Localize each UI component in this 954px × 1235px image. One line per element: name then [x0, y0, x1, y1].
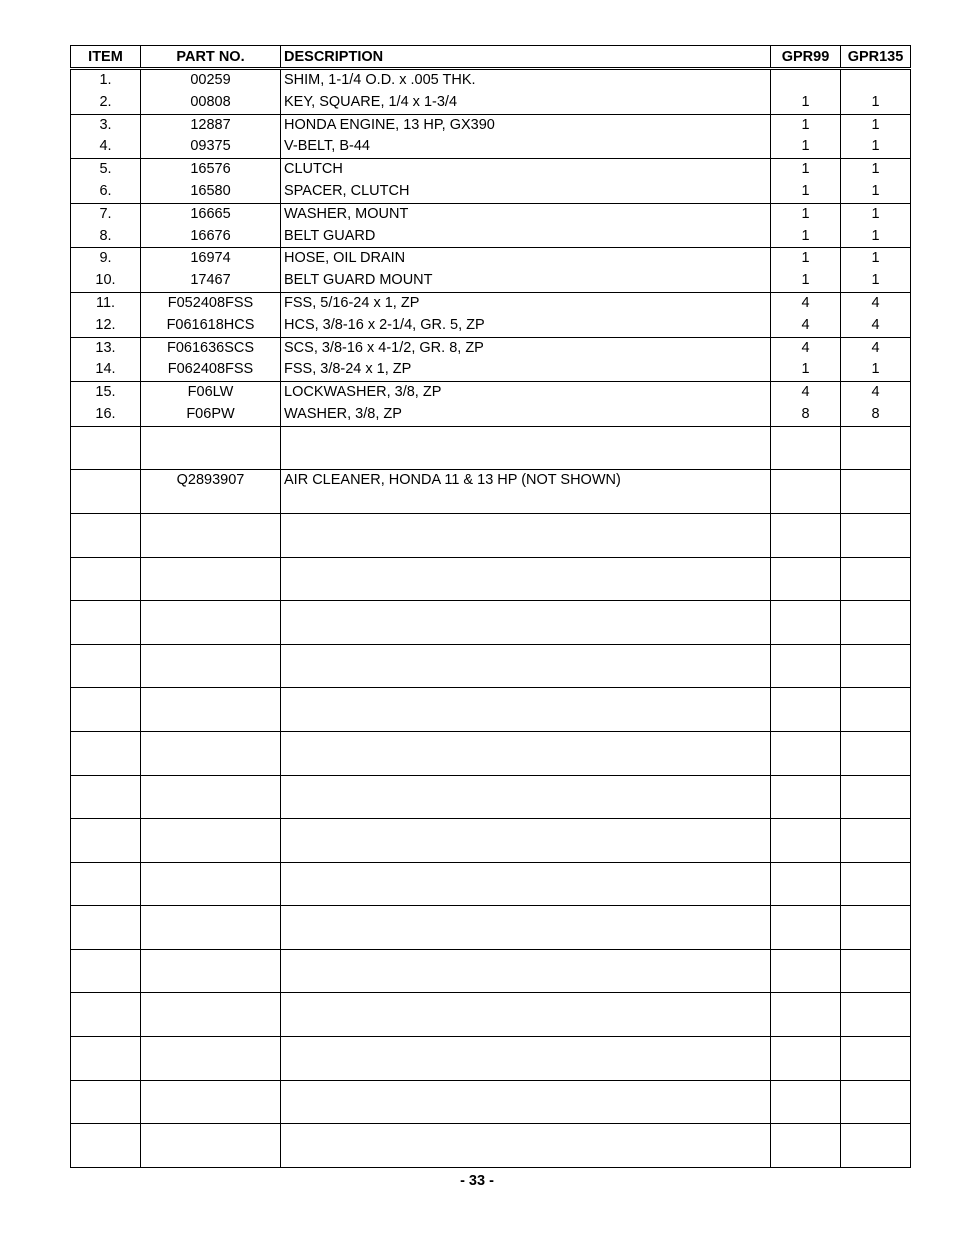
gpr99-qty-cell	[771, 513, 841, 557]
gpr135-qty-cell	[841, 1080, 911, 1124]
gpr135-qty-cell: 1	[841, 203, 911, 225]
gpr135-qty-cell	[841, 601, 911, 645]
item-cell	[71, 557, 141, 601]
table-row	[71, 862, 911, 906]
item-cell: 3.	[71, 114, 141, 136]
gpr99-qty-cell: 1	[771, 114, 841, 136]
table-row	[71, 1037, 911, 1081]
gpr135-qty-cell: 1	[841, 359, 911, 381]
gpr99-qty-cell: 4	[771, 382, 841, 404]
item-cell	[71, 731, 141, 775]
gpr99-qty-cell	[771, 731, 841, 775]
gpr135-qty-cell: 1	[841, 270, 911, 292]
item-cell: 13.	[71, 337, 141, 359]
gpr99-qty-cell: 1	[771, 92, 841, 114]
table-row	[71, 513, 911, 557]
gpr135-qty-cell: 4	[841, 292, 911, 314]
table-row	[71, 470, 911, 514]
part-no-cell	[141, 513, 281, 557]
gpr135-qty-cell: 1	[841, 226, 911, 248]
gpr135-qty-cell: 1	[841, 114, 911, 136]
part-no-cell: 00259	[141, 69, 281, 92]
item-cell	[71, 644, 141, 688]
part-no-cell: 16576	[141, 159, 281, 181]
gpr99-qty-cell: 1	[771, 359, 841, 381]
part-no-cell: 16974	[141, 248, 281, 270]
gpr99-qty-cell	[771, 862, 841, 906]
description-cell: V-BELT, B-44	[281, 136, 771, 158]
table-row	[71, 644, 911, 688]
description-cell	[281, 993, 771, 1037]
table-row	[71, 203, 911, 225]
gpr135-qty-cell	[841, 775, 911, 819]
description-cell	[281, 1124, 771, 1168]
table-row	[71, 404, 911, 426]
description-cell	[281, 1080, 771, 1124]
part-no-cell	[141, 906, 281, 950]
gpr99-qty-cell: 1	[771, 181, 841, 203]
item-cell	[71, 601, 141, 645]
gpr135-qty-cell: 4	[841, 382, 911, 404]
part-no-cell: 09375	[141, 136, 281, 158]
item-cell: 6.	[71, 181, 141, 203]
table-row	[71, 906, 911, 950]
header-gpr99: GPR99	[771, 46, 841, 69]
gpr135-qty-cell: 1	[841, 248, 911, 270]
gpr135-qty-cell	[841, 644, 911, 688]
item-cell: 4.	[71, 136, 141, 158]
description-cell	[281, 426, 771, 470]
part-no-cell: 16665	[141, 203, 281, 225]
item-cell: 12.	[71, 315, 141, 337]
description-cell	[281, 557, 771, 601]
gpr99-qty-cell: 4	[771, 315, 841, 337]
gpr99-qty-cell	[771, 426, 841, 470]
table-row	[71, 1080, 911, 1124]
description-cell	[281, 688, 771, 732]
part-no-cell: 17467	[141, 270, 281, 292]
part-no-cell	[141, 1037, 281, 1081]
description-cell	[281, 775, 771, 819]
part-no-cell	[141, 644, 281, 688]
gpr99-qty-cell: 1	[771, 226, 841, 248]
gpr135-qty-cell	[841, 731, 911, 775]
table-row	[71, 949, 911, 993]
item-cell: 7.	[71, 203, 141, 225]
item-cell	[71, 775, 141, 819]
gpr135-qty-cell	[841, 470, 911, 514]
part-no-cell: F06LW	[141, 382, 281, 404]
table-row	[71, 292, 911, 314]
part-no-cell: F061618HCS	[141, 315, 281, 337]
part-no-cell	[141, 688, 281, 732]
description-cell: BELT GUARD MOUNT	[281, 270, 771, 292]
gpr135-qty-cell	[841, 819, 911, 863]
gpr135-qty-cell	[841, 557, 911, 601]
part-no-cell	[141, 601, 281, 645]
part-no-cell	[141, 1124, 281, 1168]
part-no-cell	[141, 1080, 281, 1124]
table-row	[71, 731, 911, 775]
table-row	[71, 993, 911, 1037]
description-cell: CLUTCH	[281, 159, 771, 181]
table-row	[71, 248, 911, 270]
gpr135-qty-cell	[841, 993, 911, 1037]
item-cell	[71, 1037, 141, 1081]
description-cell: SCS, 3/8-16 x 4-1/2, GR. 8, ZP	[281, 337, 771, 359]
table-row	[71, 226, 911, 248]
item-cell	[71, 906, 141, 950]
table-row	[71, 181, 911, 203]
item-cell: 14.	[71, 359, 141, 381]
description-cell: SPACER, CLUTCH	[281, 181, 771, 203]
part-no-cell	[141, 862, 281, 906]
parts-list-table	[70, 45, 911, 1168]
description-cell	[281, 906, 771, 950]
description-cell	[281, 862, 771, 906]
table-row	[71, 69, 911, 92]
table-row	[71, 337, 911, 359]
part-no-cell	[141, 775, 281, 819]
table-row	[71, 270, 911, 292]
gpr135-qty-cell	[841, 426, 911, 470]
gpr99-qty-cell: 1	[771, 203, 841, 225]
description-cell: WASHER, 3/8, ZP	[281, 404, 771, 426]
item-cell	[71, 688, 141, 732]
gpr135-qty-cell: 8	[841, 404, 911, 426]
item-cell	[71, 819, 141, 863]
description-cell: SHIM, 1-1/4 O.D. x .005 THK.	[281, 69, 771, 92]
gpr135-qty-cell	[841, 69, 911, 92]
part-no-cell	[141, 819, 281, 863]
description-cell: FSS, 3/8-24 x 1, ZP	[281, 359, 771, 381]
table-row	[71, 775, 911, 819]
gpr99-qty-cell: 4	[771, 292, 841, 314]
part-no-cell	[141, 993, 281, 1037]
gpr135-qty-cell: 4	[841, 337, 911, 359]
table-row	[71, 688, 911, 732]
item-cell: 10.	[71, 270, 141, 292]
table-row	[71, 136, 911, 158]
description-cell: HONDA ENGINE, 13 HP, GX390	[281, 114, 771, 136]
item-cell	[71, 949, 141, 993]
gpr99-qty-cell	[771, 601, 841, 645]
table-header-row	[71, 46, 911, 69]
gpr99-qty-cell: 1	[771, 136, 841, 158]
item-cell: 5.	[71, 159, 141, 181]
description-cell	[281, 949, 771, 993]
item-cell	[71, 1080, 141, 1124]
description-cell: FSS, 5/16-24 x 1, ZP	[281, 292, 771, 314]
item-cell: 8.	[71, 226, 141, 248]
gpr135-qty-cell	[841, 949, 911, 993]
table-row	[71, 159, 911, 181]
part-no-cell	[141, 731, 281, 775]
gpr99-qty-cell: 8	[771, 404, 841, 426]
table-row	[71, 426, 911, 470]
gpr99-qty-cell	[771, 819, 841, 863]
item-cell	[71, 426, 141, 470]
gpr99-qty-cell	[771, 949, 841, 993]
header-gpr135: GPR135	[841, 46, 911, 69]
description-cell	[281, 819, 771, 863]
description-cell: AIR CLEANER, HONDA 11 & 13 HP (NOT SHOWN)	[281, 470, 771, 514]
item-cell	[71, 862, 141, 906]
gpr99-qty-cell	[771, 1124, 841, 1168]
part-no-cell: F06PW	[141, 404, 281, 426]
gpr135-qty-cell	[841, 1124, 911, 1168]
gpr135-qty-cell: 1	[841, 181, 911, 203]
gpr99-qty-cell	[771, 993, 841, 1037]
description-cell: WASHER, MOUNT	[281, 203, 771, 225]
table-row	[71, 315, 911, 337]
table-row	[71, 92, 911, 114]
part-no-cell	[141, 557, 281, 601]
gpr99-qty-cell	[771, 644, 841, 688]
gpr99-qty-cell: 1	[771, 159, 841, 181]
item-cell	[71, 470, 141, 514]
gpr99-qty-cell: 1	[771, 248, 841, 270]
gpr135-qty-cell	[841, 513, 911, 557]
table-row	[71, 1124, 911, 1168]
gpr99-qty-cell	[771, 688, 841, 732]
gpr99-qty-cell	[771, 1080, 841, 1124]
item-cell: 2.	[71, 92, 141, 114]
part-no-cell: F052408FSS	[141, 292, 281, 314]
table-row	[71, 819, 911, 863]
item-cell	[71, 1124, 141, 1168]
table-row	[71, 382, 911, 404]
gpr135-qty-cell	[841, 906, 911, 950]
header-item: ITEM	[71, 46, 141, 69]
table-row	[71, 601, 911, 645]
gpr99-qty-cell: 4	[771, 337, 841, 359]
description-cell: LOCKWASHER, 3/8, ZP	[281, 382, 771, 404]
page-number: - 33 -	[460, 1173, 494, 1189]
part-no-cell: F062408FSS	[141, 359, 281, 381]
gpr135-qty-cell	[841, 862, 911, 906]
gpr135-qty-cell	[841, 688, 911, 732]
gpr99-qty-cell	[771, 69, 841, 92]
item-cell: 15.	[71, 382, 141, 404]
description-cell: BELT GUARD	[281, 226, 771, 248]
gpr99-qty-cell	[771, 557, 841, 601]
part-no-cell: 16676	[141, 226, 281, 248]
item-cell: 11.	[71, 292, 141, 314]
part-no-cell: F061636SCS	[141, 337, 281, 359]
gpr99-qty-cell	[771, 470, 841, 514]
table-row	[71, 557, 911, 601]
gpr135-qty-cell: 1	[841, 92, 911, 114]
gpr135-qty-cell: 4	[841, 315, 911, 337]
item-cell: 16.	[71, 404, 141, 426]
gpr99-qty-cell	[771, 906, 841, 950]
part-no-cell: 12887	[141, 114, 281, 136]
item-cell: 1.	[71, 69, 141, 92]
gpr99-qty-cell	[771, 1037, 841, 1081]
header-part-no: PART NO.	[141, 46, 281, 69]
gpr135-qty-cell: 1	[841, 159, 911, 181]
description-cell: HCS, 3/8-16 x 2-1/4, GR. 5, ZP	[281, 315, 771, 337]
gpr135-qty-cell	[841, 1037, 911, 1081]
part-no-cell	[141, 426, 281, 470]
gpr99-qty-cell: 1	[771, 270, 841, 292]
description-cell	[281, 644, 771, 688]
item-cell: 9.	[71, 248, 141, 270]
item-cell	[71, 513, 141, 557]
item-cell	[71, 993, 141, 1037]
part-no-cell: Q2893907	[141, 470, 281, 514]
description-cell	[281, 513, 771, 557]
part-no-cell: 16580	[141, 181, 281, 203]
table-row	[71, 114, 911, 136]
description-cell	[281, 601, 771, 645]
description-cell: HOSE, OIL DRAIN	[281, 248, 771, 270]
part-no-cell: 00808	[141, 92, 281, 114]
part-no-cell	[141, 949, 281, 993]
description-cell	[281, 731, 771, 775]
table-row	[71, 359, 911, 381]
description-cell: KEY, SQUARE, 1/4 x 1-3/4	[281, 92, 771, 114]
description-cell	[281, 1037, 771, 1081]
gpr99-qty-cell	[771, 775, 841, 819]
header-description: DESCRIPTION	[281, 46, 771, 69]
gpr135-qty-cell: 1	[841, 136, 911, 158]
